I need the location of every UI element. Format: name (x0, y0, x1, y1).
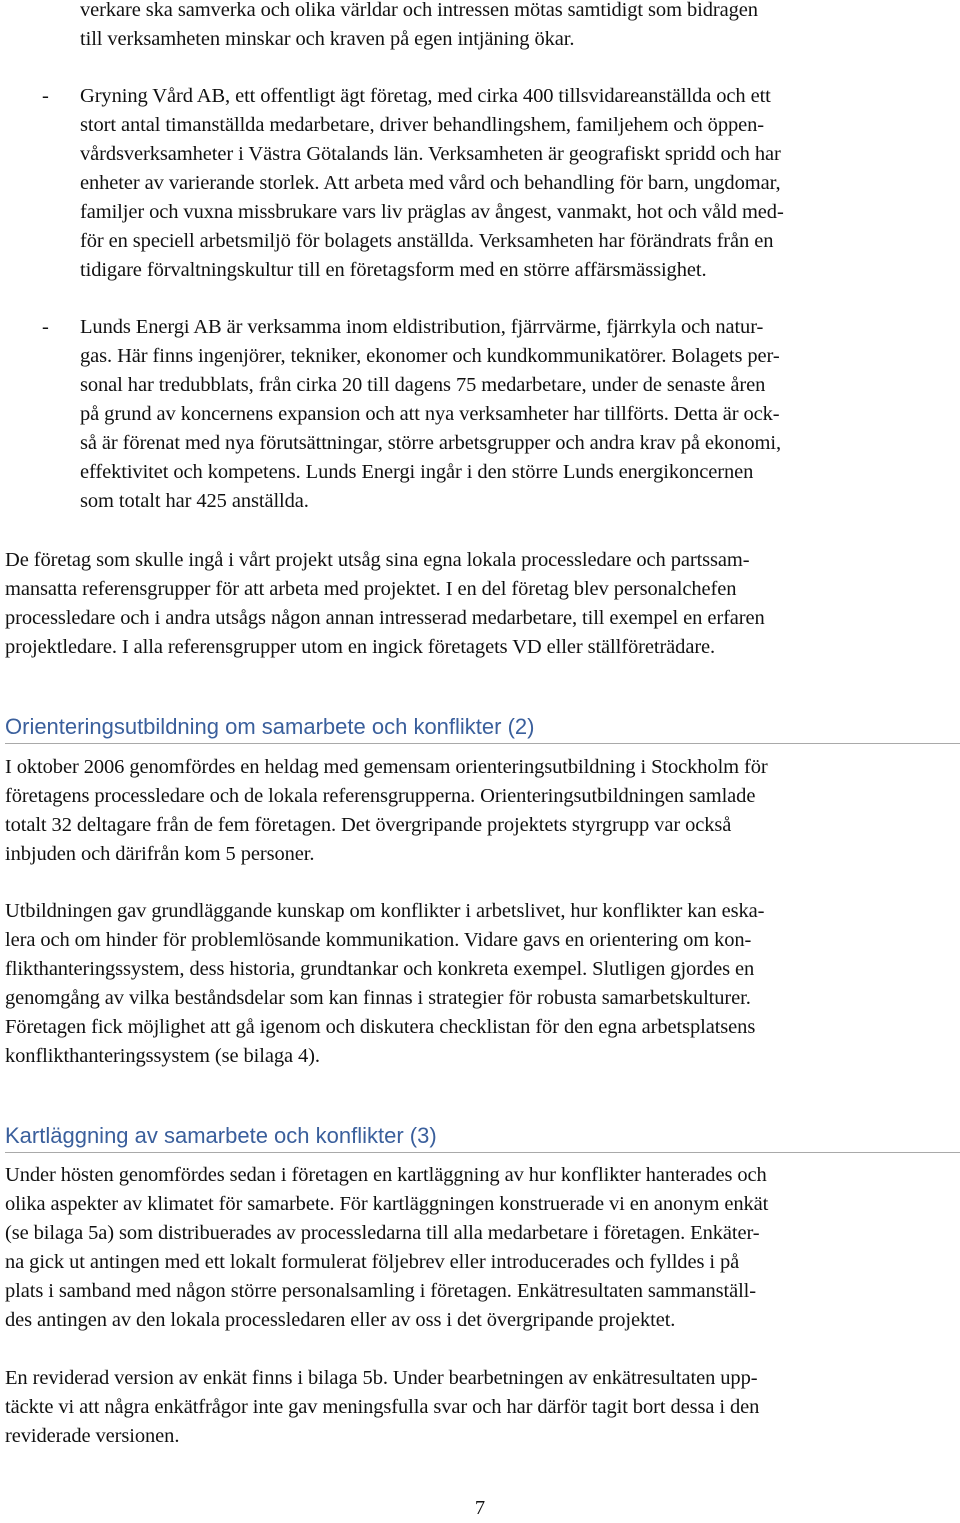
text-line: enheter av varierande storlek. Att arbeta med vård och behandling för barn, ungdomar, (80, 172, 781, 194)
text-line: konflikthanteringssystem (se bilaga 4). (5, 1045, 320, 1067)
bullet-paragraph (80, 82, 784, 285)
paragraph-orientation-day (5, 753, 768, 869)
paragraph-revised-survey (5, 1364, 759, 1451)
text-line: för en speciell arbetsmiljö för bolagets anställda. Verksamheten har förändrats från en (80, 230, 774, 252)
text-line: till verksamheten minskar och kraven på egen intjäning ökar. (80, 28, 575, 50)
section-heading-mapping: Kartläggning av samarbete och konflikter (3) (5, 1123, 437, 1148)
bullet-paragraph (80, 313, 781, 516)
text-line: Gryning Vård AB, ett offentligt ägt företag, med cirka 400 tillsvidareanställda och ett (80, 85, 771, 107)
text-line: I oktober 2006 genomfördes en heldag med gemensam orienteringsutbildning i Stockholm för (5, 756, 768, 778)
text-line: familjer och vuxna missbrukare vars liv präglas av ångest, vanmakt, hot och våld med- (80, 201, 784, 223)
page-number: 7 (474, 1497, 486, 1519)
bullet-dash: - (42, 85, 49, 107)
text-line: sonal har tredubblats, från cirka 20 till dagens 75 medarbetare, under de senaste åren (80, 374, 766, 396)
intro-paragraph (80, 0, 758, 54)
text-line: på grund av koncernens expansion och att nya verksamheter har tillförts. Detta är ock- (80, 403, 780, 425)
section-heading-orientation: Orienteringsutbildning om samarbete och konflikter (2) (5, 714, 535, 739)
text-line: olika aspekter av klimatet för samarbete. För kartläggningen konstruerade vi en anonym enkät (5, 1193, 769, 1215)
text-line: flikthanteringssystem, dess historia, grundtankar och konkreta exempel. Slutligen gjordes en (5, 958, 755, 980)
text-line: genomgång av vilka beståndsdelar som kan finnas i strategier för robusta samarbetskulturer. (5, 987, 751, 1009)
heading-divider (5, 1152, 960, 1153)
text-line: Lunds Energi AB är verksamma inom eldistribution, fjärrvärme, fjärrkyla och natur- (80, 316, 764, 338)
paragraph-training-content (5, 897, 764, 1071)
text-line: na gick ut antingen med ett lokalt formulerat följebrev eller introducerades och fylldes i på (5, 1251, 740, 1273)
text-line: tidigare förvaltningskultur till en företagsform med en större affärsmässighet. (80, 259, 707, 281)
text-line: projektledare. I alla referensgrupper utom en ingick företagets VD eller ställföreträdare. (5, 636, 716, 658)
text-line: (se bilaga 5a) som distribuerades av processledarna till alla medarbetare i företagen. Enkäter- (5, 1222, 760, 1244)
text-line: En reviderad version av enkät finns i bilaga 5b. Under bearbetningen av enkätresultaten upp- (5, 1367, 758, 1389)
text-line: inbjuden och därifrån kom 5 personer. (5, 843, 315, 865)
text-line: företagens processledare och de lokala referensgrupperna. Orienteringsutbildningen samlade (5, 785, 756, 807)
paragraph-companies (5, 546, 765, 662)
text-line: Under hösten genomfördes sedan i företagen en kartläggning av hur konflikter hanterades och (5, 1164, 767, 1186)
paragraph-survey (5, 1161, 768, 1335)
text-line: des antingen av den lokala processledaren eller av oss i det övergripande projektet. (5, 1309, 676, 1331)
text-line: Utbildningen gav grundläggande kunskap om konflikter i arbetslivet, hur konflikter kan eska- (5, 900, 765, 922)
text-line: gas. Här finns ingenjörer, tekniker, ekonomer och kundkommunikatörer. Bolagets per- (80, 345, 780, 367)
text-line: Företagen fick möjlighet att gå igenom och diskutera checklistan för den egna arbetsplatsens (5, 1016, 756, 1038)
text-line: plats i samband med någon större personalsamling i företagen. Enkätresultaten sammanställ- (5, 1280, 756, 1302)
text-line: vårdsverksamheter i Västra Götalands län. Verksamheten är geografiskt spridd och har (80, 143, 781, 165)
text-line: mansatta referensgrupper för att arbeta med projektet. I en del företag blev personalchefen (5, 578, 737, 600)
text-line: processledare och i andra utsågs någon annan intresserad medarbetare, till exempel en erfaren (5, 607, 765, 629)
text-line: effektivitet och kompetens. Lunds Energi ingår i den större Lunds energikoncernen (80, 461, 754, 483)
text-line: täckte vi att några enkätfrågor inte gav meningsfulla svar och har därför tagit bort dessa i den (5, 1396, 760, 1418)
text-line: lera och om hinder för problemlösande kommunikation. Vidare gavs en orientering om kon- (5, 929, 752, 951)
text-line: reviderade versionen. (5, 1425, 180, 1447)
text-line: totalt 32 deltagare från de fem företagen. Det övergripande projektets styrgrupp var också (5, 814, 732, 836)
heading-divider (5, 743, 960, 744)
text-line: så är förenat med nya förutsättningar, större arbetsgrupper och andra krav på ekonomi, (80, 432, 781, 454)
text-line: verkare ska samverka och olika världar och intressen mötas samtidigt som bidragen (80, 0, 758, 21)
bullet-dash: - (42, 316, 49, 338)
text-line: som totalt har 425 anställda. (80, 490, 309, 512)
text-line: stort antal timanställda medarbetare, driver behandlingshem, familjehem och öppen- (80, 114, 765, 136)
text-line: De företag som skulle ingå i vårt projekt utsåg sina egna lokala processledare och partssam- (5, 549, 750, 571)
